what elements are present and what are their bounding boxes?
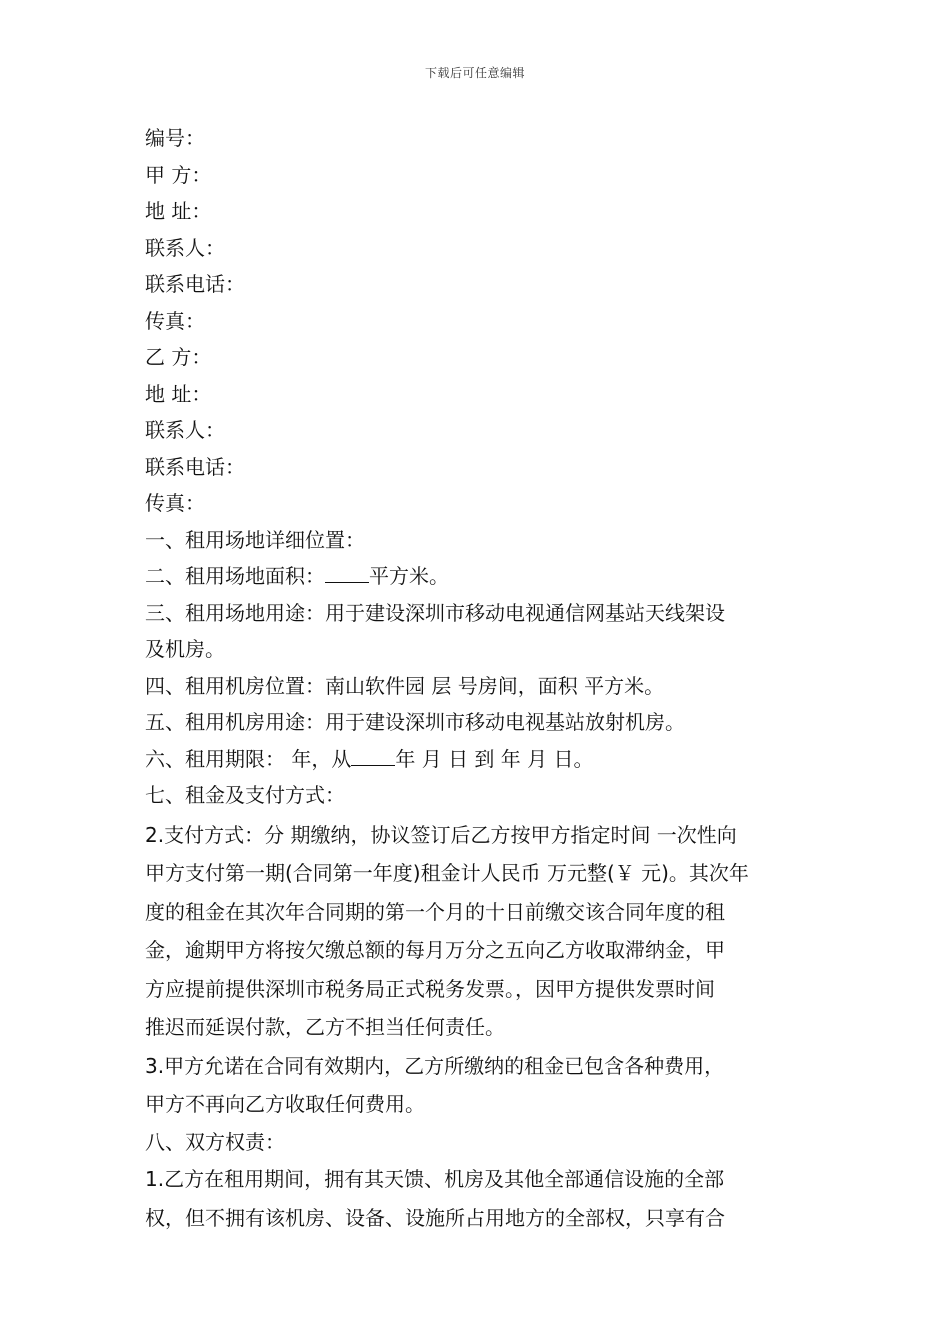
fee-line-2: 甲方不再向乙方收取任何费用。 [145,1092,425,1116]
payment-method-paragraph [145,816,810,1047]
clause-2-suffix: 平方米。 [369,564,449,588]
rights-paragraph-1 [145,1160,810,1237]
party-a-phone-label: 联系电话： [145,272,245,296]
clause-6-prefix: 六、租用期限： 年，从 [145,746,352,771]
clause-7-rent-payment: 七、租金及支付方式： [145,783,345,807]
party-a-label: 甲 方： [145,162,212,187]
party-a-contact-label: 联系人： [145,235,225,260]
payment-line-2: 甲方支付第一期(合同第一年度)租金计人民币 万元整(￥ 元)。其次年 [145,861,749,885]
clause-6-lease-term [145,741,810,778]
clause-2-site-area [145,558,810,595]
party-b-label: 乙 方： [145,345,212,369]
clause-4-room-location: 四、租用机房位置：南山软件园 层 号房间，面积 平方米。 [145,673,665,698]
rights-line-2: 权，但不拥有该机房、设备、设施所占用地方的全部权，只享有合 [145,1205,725,1230]
clause-8-rights-heading: 八、双方权责： [145,1129,285,1154]
clause-5-room-usage: 五、租用机房用途：用于建设深圳市移动电视基站放射机房。 [145,710,685,734]
party-b-contact-label: 联系人： [145,418,225,442]
fee-line-1: 3.甲方允诺在合同有效期内，乙方所缴纳的租金已包含各种费用， [145,1053,725,1078]
party-b-phone-label: 联系电话： [145,454,245,479]
contract-body [145,120,810,1237]
clause-3-site-usage [145,595,810,668]
clause-1-site-location: 一、租用场地详细位置： [145,527,365,552]
area-blank-underline [325,564,369,583]
fee-inclusion-paragraph [145,1047,810,1124]
party-b-fax-label: 传真： [145,491,205,515]
page-header-watermark: 下载后可任意编辑 [424,66,525,80]
party-a-address-label: 地 址： [145,199,212,223]
payment-line-4: 金，逾期甲方将按欠缴总额的每月万分之五向乙方收取滞纳金，甲 [145,938,725,962]
clause-6-suffix: 年 月 日 到 年 月 日。 [395,746,594,771]
payment-line-6: 推迟而延误付款，乙方不担当任何责任。 [145,1015,505,1039]
clause-3-line-1: 三、租用场地用途：用于建设深圳市移动电视通信网基站天线架设 [145,600,725,625]
rights-line-1: 1.乙方在租用期间，拥有其天馈、机房及其他全部通信设施的全部 [145,1167,725,1191]
clause-3-line-2: 及机房。 [145,637,225,661]
payment-line-5: 方应提前提供深圳市税务局正式税务发票。，因甲方提供发票时间 [145,976,715,1001]
clause-2-prefix: 二、租用场地面积： [145,564,325,588]
year-blank-underline [351,747,395,766]
payment-line-1: 2.支付方式：分 期缴纳，协议签订后乙方按甲方指定时间 一次性向 [145,822,737,847]
contract-number-label: 编号： [145,126,205,150]
party-a-fax-label: 传真： [145,308,205,333]
payment-line-3: 度的租金在其次年合同期的第一个月的十日前缴交该合同年度的租 [145,899,725,924]
party-b-address-label: 地 址： [145,381,212,406]
